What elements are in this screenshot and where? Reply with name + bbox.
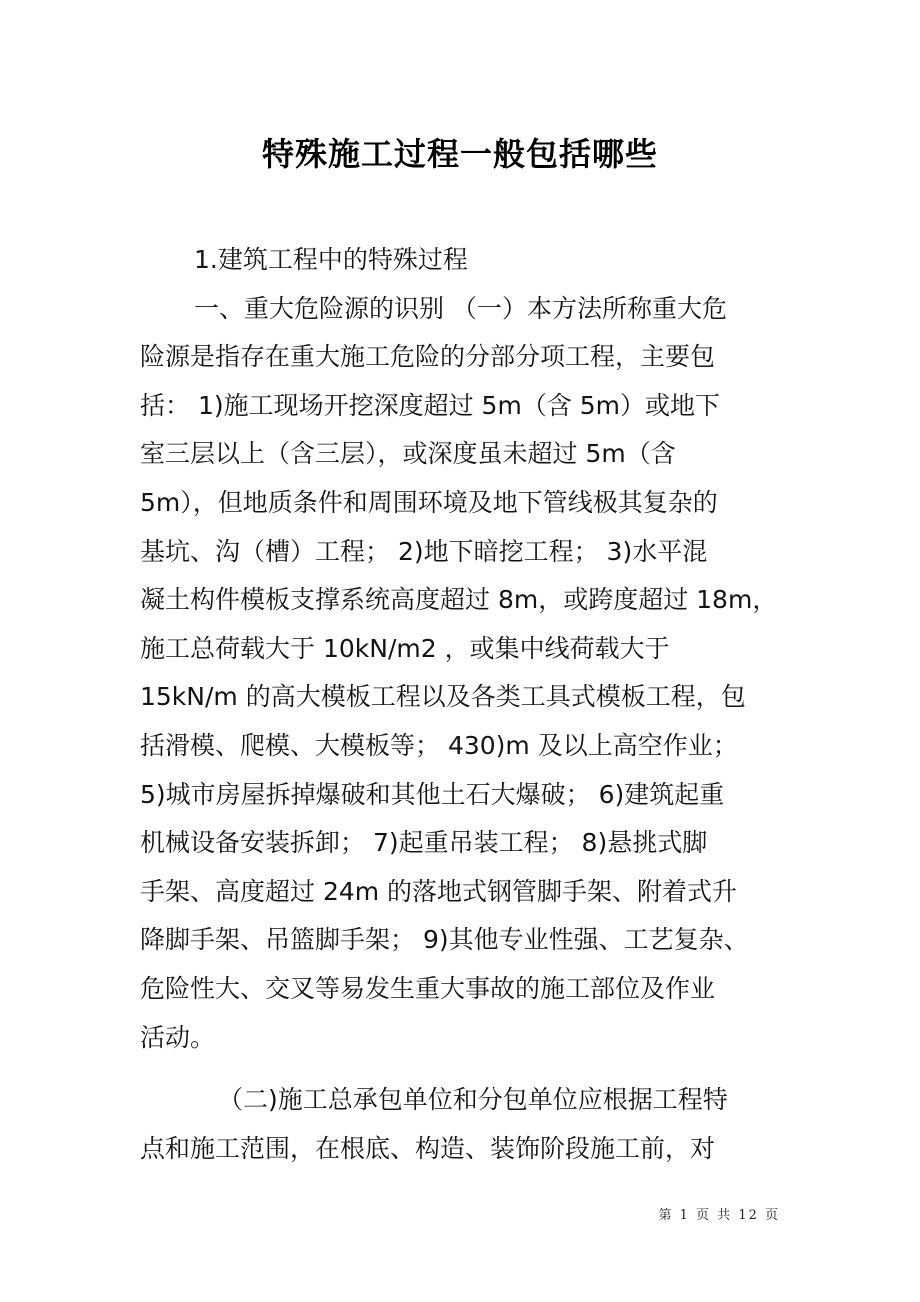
paragraph-line: 一、重大危险源的识别 （一）本方法所称重大危 xyxy=(194,293,727,323)
document-body xyxy=(140,236,780,1173)
paragraph-line: 施工总荷载大于 10kN/m2 ，或集中线荷载大于 xyxy=(140,633,670,663)
paragraph-line: 点和施工范围，在根底、构造、装饰阶段施工前，对 xyxy=(140,1133,716,1163)
page-number-footer: 第 1 页 共 12 页 xyxy=(658,1208,780,1223)
paragraph-line: 险源是指存在重大施工危险的分部分项工程，主要包 xyxy=(140,342,716,372)
paragraph-line: 括滑模、爬模、大模板等； 430)m 及以上高空作业； xyxy=(140,730,738,760)
paragraph-gap xyxy=(140,1062,780,1076)
paragraph-line: 基坑、沟（槽）工程； 2)地下暗挖工程； 3)水平混 xyxy=(140,536,708,566)
paragraph-line: 15kN/m 的高大模板工程以及各类工具式模板工程，包 xyxy=(140,682,746,712)
paragraph-line: （二)施工总承包单位和分包单位应根据工程特 xyxy=(218,1085,728,1115)
paragraph-line: 室三层以上（含三层），或深度虽未超过 5m（含 xyxy=(140,439,676,469)
section-heading: 1.建筑工程中的特殊过程 xyxy=(194,245,468,274)
paragraph-line: 手架、高度超过 24m 的落地式钢管脚手架、附着式升 xyxy=(140,876,738,906)
paragraph-line: 括： 1)施工现场开挖深度超过 5m（含 5m）或地下 xyxy=(140,390,721,420)
paragraph-line: 凝土构件模板支撑系统高度超过 8m，或跨度超过 18m， xyxy=(140,585,778,615)
paragraph-line: 活动。 xyxy=(140,1022,216,1052)
paragraph-line: 降脚手架、吊篮脚手架； 9)其他专业性强、工艺复杂、 xyxy=(140,925,749,955)
paragraph-line: 危险性大、交叉等易发生重大事故的施工部位及作业 xyxy=(140,973,716,1003)
document-title: 特殊施工过程一般包括哪些 xyxy=(261,135,658,173)
paragraph-line: 5)城市房屋拆掉爆破和其他土石大爆破； 6)建筑起重 xyxy=(140,779,725,809)
paragraph-line: 机械设备安装拆卸； 7)起重吊装工程； 8)悬挑式脚 xyxy=(140,828,708,858)
paragraph-line: 5m），但地质条件和周围环境及地下管线极其复杂的 xyxy=(140,487,718,517)
